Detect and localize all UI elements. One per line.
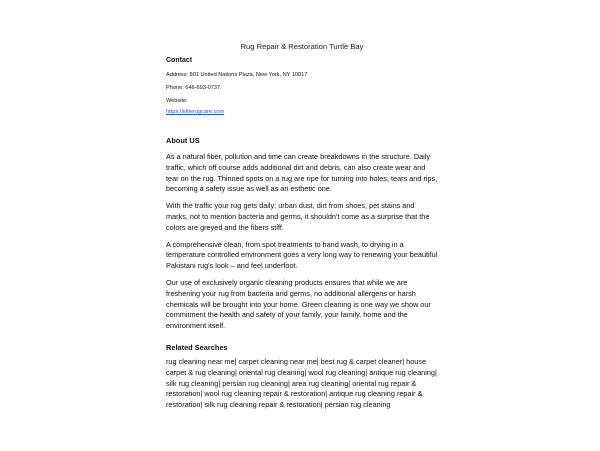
related-searches-heading: Related Searches <box>166 343 228 352</box>
about-paragraph: A comprehensive clean, from spot treatments to hand wash, to drying in a temperature controlled environment goes a very long way to renewing your beautiful Pakistani rug's look – and feel underfoot. <box>166 239 438 271</box>
page-title: Rug Repair & Restoration Turtle Bay <box>240 42 364 51</box>
about-paragraph: As a natural fiber, pollution and time can create breakdowns in the structure. Daily traffic, which off course adds additional dirt and debris, can also create wear and tear on the rug. Thinned spots on a rug are ripe for turning into holes, tears and rips, becoming a safety issue as well as an esthetic one. <box>166 152 438 194</box>
contact-website-label: Website: <box>166 98 188 104</box>
about-heading: About US <box>166 136 200 145</box>
about-paragraphs <box>166 152 438 338</box>
related-searches-list: rug cleaning near me| carpet cleaning near me| best rug & carpet cleaner| house carpet & rug cleaning| oriental rug cleaning| wool rug cleaning| antique rug cleaning| silk rug cleaning| persian rug cleaning| area rug cleaning| oriental rug repair & restoration| wool rug cleaning repair & restoration| antique rug cleaning repair & restoration| silk rug cleaning repair & restoration| persian rug cleaning <box>166 357 437 410</box>
contact-heading: Contact <box>166 57 193 64</box>
website-link[interactable]: https://eliterugcare.com <box>166 109 225 115</box>
about-paragraph: With the traffic your rug gets daily; urban dust, dirt from shoes, pet stains and marks, not to mention bacteria and germs, it shouldn't come as a surprise that the colors are greyed and the fibers stiff. <box>166 201 430 232</box>
contact-address: Address: 801 United Nations Plaza, New York, NY 10017 <box>166 72 308 78</box>
contact-phone: Phone: 646-693-0737 <box>166 85 221 91</box>
about-paragraph: Our use of exclusively organic cleaning products ensures that while we are freshening your rug from bacteria and germs, no additional allergens or harsh chemicals will be brought into your home. Green cleaning is one way we show our commitment the health and safety of your family, your family, home and the environment itself. <box>166 277 431 331</box>
